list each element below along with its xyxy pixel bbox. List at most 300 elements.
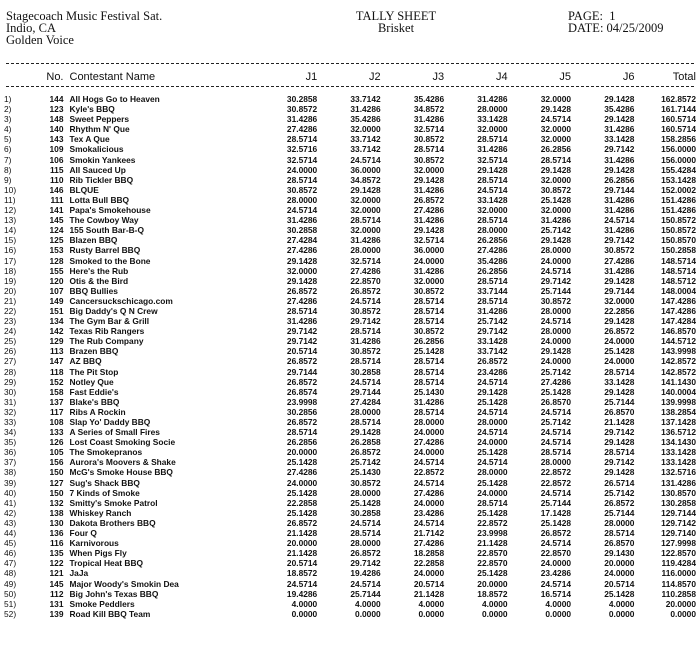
j4-score-cell: 29.1428 <box>477 164 508 175</box>
j5-score-cell: 28.0000 <box>540 245 572 256</box>
contestant-name-cell: The Cowboy Way <box>69 215 139 226</box>
j3-score-cell: 24.0000 <box>413 497 445 508</box>
total-score-cell: 160.5714 <box>661 124 696 135</box>
entry-number-cell: 149 <box>49 295 64 306</box>
j6-score-cell: 25.7142 <box>604 487 635 498</box>
rank-cell: 15) <box>4 235 17 246</box>
j3-score-cell: 32.0000 <box>413 164 445 175</box>
rank-cell: 4) <box>4 124 12 135</box>
j2-score-cell: 22.8570 <box>350 275 381 286</box>
j2-score-cell: 29.7142 <box>350 558 381 569</box>
j6-score-cell: 31.4286 <box>604 194 635 205</box>
j4-score-cell: 28.0000 <box>477 467 508 478</box>
j4-score-cell: 33.1428 <box>477 194 508 205</box>
rank-cell: 51) <box>4 598 17 609</box>
col-header-j5: J5 <box>559 71 572 83</box>
table-row <box>4 437 696 447</box>
j6-score-cell: 29.7142 <box>604 427 635 438</box>
j4-score-cell: 28.5714 <box>477 174 508 185</box>
total-score-cell: 150.8572 <box>661 225 696 236</box>
j6-score-cell: 26.8570 <box>604 538 635 549</box>
table-row <box>4 397 696 407</box>
total-score-cell: 122.8570 <box>661 548 696 559</box>
table-row <box>4 155 696 165</box>
j1-score-cell: 26.8572 <box>286 356 318 367</box>
contestant-name-cell: Papa's Smokehouse <box>69 205 151 216</box>
j6-score-cell: 20.5714 <box>604 578 635 589</box>
contestant-name-cell: Blake's BBQ <box>69 396 120 407</box>
j2-score-cell: 26.2858 <box>350 437 381 448</box>
j1-score-cell: 29.1428 <box>286 275 318 286</box>
rank-cell: 13) <box>4 215 17 226</box>
j3-score-cell: 28.0000 <box>413 417 445 427</box>
table-row <box>4 175 696 185</box>
j1-score-cell: 25.1428 <box>286 487 318 498</box>
total-score-cell: 114.8570 <box>661 578 696 589</box>
j3-score-cell: 31.4286 <box>413 265 445 276</box>
j5-score-cell: 27.4286 <box>540 376 572 387</box>
j6-score-cell: 29.7142 <box>604 457 635 468</box>
entry-number-cell: 121 <box>49 568 64 579</box>
contestant-name-cell: When Pigs Fly <box>69 548 127 559</box>
entry-number-cell: 105 <box>49 447 64 458</box>
j2-score-cell: 25.1428 <box>350 497 381 508</box>
j6-score-cell: 0.0000 <box>608 608 635 619</box>
entry-number-cell: 124 <box>49 225 64 236</box>
contestant-name-cell: Rib Tickler BBQ <box>69 174 134 185</box>
j3-score-cell: 32.5714 <box>413 124 445 135</box>
total-score-cell: 110.2858 <box>661 588 696 599</box>
table-row <box>4 558 696 568</box>
j2-score-cell: 26.8572 <box>350 447 381 458</box>
total-score-cell: 156.0000 <box>661 144 696 155</box>
rank-cell: 29) <box>4 376 17 387</box>
j6-score-cell: 24.0000 <box>604 356 635 367</box>
j5-score-cell: 28.0000 <box>540 305 572 316</box>
rank-cell: 35) <box>4 437 17 448</box>
table-row <box>4 407 696 417</box>
j1-score-cell: 30.2856 <box>286 406 318 417</box>
j5-score-cell: 23.4286 <box>540 568 572 579</box>
contestant-name-cell: Smokin Yankees <box>69 154 136 165</box>
rank-cell: 52) <box>4 608 17 619</box>
j5-score-cell: 28.5714 <box>540 447 572 458</box>
j3-score-cell: 18.2858 <box>413 548 445 559</box>
j2-score-cell: 25.7144 <box>350 588 381 599</box>
j4-score-cell: 25.1428 <box>477 477 508 488</box>
j2-score-cell: 25.1430 <box>350 467 381 478</box>
table-row <box>4 528 696 538</box>
j1-score-cell: 28.5714 <box>286 305 318 316</box>
contestant-name-cell: 7 Kinds of Smoke <box>69 487 140 498</box>
contestant-name-cell: Rhythm N' Que <box>69 124 130 135</box>
contestant-name-cell: Ribs A Rockin <box>69 406 126 417</box>
contestant-name-cell: JaJa <box>69 568 89 579</box>
j3-score-cell: 0.0000 <box>418 608 445 619</box>
col-header-j4: J4 <box>495 71 508 83</box>
j4-score-cell: 27.4286 <box>477 245 508 256</box>
contestant-name-cell: BBQ Bullies <box>69 285 118 296</box>
j4-score-cell: 28.5714 <box>477 497 508 508</box>
total-score-cell: 151.4286 <box>661 194 696 205</box>
j4-score-cell: 28.5714 <box>477 275 508 286</box>
j5-score-cell: 26.8570 <box>540 396 572 407</box>
j1-score-cell: 30.2858 <box>286 225 318 236</box>
total-score-cell: 148.5714 <box>661 255 696 266</box>
j1-score-cell: 26.8572 <box>286 376 318 387</box>
rank-header <box>4 68 35 86</box>
j5-score-cell: 4.0000 <box>545 598 572 609</box>
j5-score-cell: 28.0000 <box>540 457 572 468</box>
j5-score-cell: 29.1428 <box>540 104 572 115</box>
j3-score-cell: 21.1428 <box>413 588 445 599</box>
j6-score-cell: 24.5714 <box>604 215 635 226</box>
rank-cell: 44) <box>4 528 17 539</box>
rank-cell: 7) <box>4 154 12 165</box>
rank-cell: 24) <box>4 326 17 337</box>
col-header-j1: J1 <box>305 71 318 83</box>
table-row <box>4 356 696 366</box>
j2-score-cell: 28.5714 <box>350 326 381 337</box>
table-row <box>4 94 696 104</box>
contestant-name-cell: Smoke Peddlers <box>69 598 135 609</box>
j6-score-cell: 29.7144 <box>604 285 635 296</box>
j6-score-cell: 4.0000 <box>608 598 635 609</box>
j2-score-cell: 29.7144 <box>350 386 381 397</box>
j1-score-cell: 31.4286 <box>286 215 318 226</box>
j2-score-cell: 33.7142 <box>350 144 381 155</box>
j5-score-cell: 24.5714 <box>540 578 572 589</box>
table-row <box>4 548 696 558</box>
rank-cell: 45) <box>4 538 17 549</box>
j3-score-cell: 27.4286 <box>413 205 445 216</box>
total-score-cell: 129.7140 <box>661 528 696 539</box>
table-row <box>4 589 696 599</box>
table-row <box>4 478 696 488</box>
j5-score-cell: 24.0000 <box>540 255 572 266</box>
j5-score-cell: 22.8572 <box>540 477 572 488</box>
contestant-name-cell: Tropical Heat BBQ <box>69 558 144 569</box>
table-row <box>4 185 696 195</box>
rank-cell: 21) <box>4 295 17 306</box>
entry-number-cell: 125 <box>49 235 64 246</box>
spacer-cell <box>4 86 696 94</box>
j2-score-cell: 30.8572 <box>350 346 381 357</box>
j5-score-cell: 29.1428 <box>540 346 572 357</box>
table-row <box>4 195 696 205</box>
total-score-cell: 160.5714 <box>661 114 696 125</box>
col-header-j2: J2 <box>369 71 381 83</box>
entry-number-cell: 117 <box>49 406 64 417</box>
rank-cell: 47) <box>4 558 17 569</box>
contestant-name-cell: McG's Smoke House BBQ <box>69 467 173 478</box>
j5-score-cell: 17.1428 <box>540 507 572 518</box>
total-score-cell: 142.8572 <box>661 366 696 377</box>
j6-score-cell: 28.5714 <box>604 528 635 539</box>
rank-cell: 49) <box>4 578 17 589</box>
j6-score-cell: 30.8572 <box>604 245 635 256</box>
j1-score-cell: 22.2858 <box>286 497 318 508</box>
rank-cell: 42) <box>4 507 17 518</box>
j2-score-cell: 33.7142 <box>350 134 381 145</box>
j4-score-cell: 31.4286 <box>477 144 508 155</box>
entry-number-cell: 127 <box>49 477 64 488</box>
entry-number-cell: 152 <box>49 376 64 387</box>
j5-score-cell: 32.0000 <box>540 94 572 104</box>
j2-score-cell: 31.4286 <box>350 104 381 115</box>
contestant-name-cell: The Rub Company <box>69 336 144 347</box>
j3-score-cell: 22.8572 <box>413 467 445 478</box>
j6-score-cell: 29.1428 <box>604 164 635 175</box>
entry-number-cell: 111 <box>50 194 64 205</box>
table-row <box>4 144 696 154</box>
j2-score-cell: 30.2858 <box>350 366 381 377</box>
entry-number-cell: 140 <box>49 124 64 135</box>
entry-number-cell: 150 <box>49 467 64 478</box>
entry-number-cell: 123 <box>49 104 64 115</box>
entry-number-cell: 120 <box>49 275 64 286</box>
j4-score-cell: 0.0000 <box>481 608 508 619</box>
col-header-total: Total <box>672 71 696 83</box>
j1-score-cell: 26.8572 <box>286 517 318 528</box>
rank-cell: 27) <box>4 356 17 367</box>
contestant-name-cell: Texas Rib Rangers <box>69 326 145 337</box>
table-row <box>4 326 696 336</box>
rank-cell: 36) <box>4 447 17 458</box>
entry-number-cell: 131 <box>49 598 64 609</box>
j6-score-cell: 29.7142 <box>604 235 635 246</box>
entry-number-cell: 137 <box>49 396 64 407</box>
total-score-cell: 136.5712 <box>661 427 696 438</box>
table-row <box>4 286 696 296</box>
j1-score-cell: 29.7142 <box>286 336 318 347</box>
j3-score-cell: 28.5714 <box>413 356 445 367</box>
j2-score-cell: 24.5714 <box>350 376 381 387</box>
contestant-name-cell: Kyle's BBQ <box>69 104 115 115</box>
j5-score-cell: 30.8572 <box>540 295 572 306</box>
contestant-name-cell: BLQUE <box>69 184 99 195</box>
j4-score-cell: 25.1428 <box>477 568 508 579</box>
entry-number-cell: 153 <box>49 245 64 256</box>
j4-score-cell: 28.0000 <box>477 225 508 236</box>
j5-score-cell: 25.7142 <box>540 366 572 377</box>
j6-score-cell: 24.0000 <box>604 336 635 347</box>
j1-score-cell: 31.4286 <box>286 316 318 327</box>
page-info <box>568 10 663 34</box>
j4-score-cell: 24.5714 <box>477 457 508 468</box>
contestant-name-cell: All Sauced Up <box>69 164 126 175</box>
rank-cell: 5) <box>4 134 12 145</box>
j2-score-cell: 30.2858 <box>350 507 381 518</box>
j6-score-cell: 26.8572 <box>604 497 635 508</box>
rank-cell: 37) <box>4 457 17 468</box>
table-row <box>4 518 696 528</box>
j5-score-cell: 24.5714 <box>540 437 572 448</box>
j2-score-cell: 36.0000 <box>350 164 381 175</box>
header-spacer <box>4 86 696 94</box>
contestant-name-cell: Notley Que <box>69 376 114 387</box>
j2-score-cell: 27.4286 <box>350 265 381 276</box>
col-header-name: Contestant Name <box>69 71 156 83</box>
entry-number-cell: 138 <box>49 507 64 518</box>
contestant-name-cell: Cancersuckschicago.com <box>69 295 173 306</box>
j2-score-cell: 27.4284 <box>350 396 381 407</box>
contestant-name-cell: Tex A Que <box>69 134 110 145</box>
total-score-cell: 130.8570 <box>661 487 696 498</box>
j2-score-cell: 29.7142 <box>350 316 381 327</box>
contestant-name-cell: Sug's Shack BBQ <box>69 477 140 488</box>
j4-score-cell: 33.7142 <box>477 346 508 357</box>
entry-number-cell: 156 <box>49 457 64 468</box>
contestant-name-cell: All Hogs Go to Heaven <box>69 94 160 104</box>
j3-score-cell: 31.4286 <box>413 184 445 195</box>
entry-number-cell: 116 <box>49 538 64 549</box>
contestant-name-cell: Otis & the Bird <box>69 275 129 286</box>
contestant-name-cell: Road Kill BBQ Team <box>69 608 151 619</box>
j5-score-cell: 24.5714 <box>540 487 572 498</box>
rank-cell: 16) <box>4 245 17 256</box>
table-row <box>4 538 696 548</box>
j3-score-cell: 24.0000 <box>413 447 445 458</box>
entry-number-cell: 145 <box>49 578 64 589</box>
j4-score-cell: 28.5714 <box>477 295 508 306</box>
j2-score-cell: 30.8572 <box>350 477 381 488</box>
total-score-cell: 152.0002 <box>661 184 696 195</box>
table-row <box>4 256 696 266</box>
table-row <box>4 296 696 306</box>
contestant-name-cell: Dakota Brothers BBQ <box>69 517 156 528</box>
contestant-name-cell: Aurora's Moovers & Shake <box>69 457 176 468</box>
rank-cell: 20) <box>4 285 17 296</box>
j2-score-cell: 28.5714 <box>350 528 381 539</box>
table-row <box>4 205 696 215</box>
rank-cell: 17) <box>4 255 17 266</box>
contestant-name-cell: Whiskey Ranch <box>69 507 132 518</box>
total-score-cell: 150.2858 <box>661 245 696 256</box>
entry-number-cell: 141 <box>49 205 64 216</box>
j2-score-cell: 33.7142 <box>350 94 381 104</box>
j5-score-cell: 22.8570 <box>540 548 572 559</box>
rank-cell: 9) <box>4 174 12 185</box>
j3-score-cell: 24.5714 <box>413 477 445 488</box>
j3-score-cell: 28.5714 <box>413 305 445 316</box>
j1-score-cell: 25.1428 <box>286 507 318 518</box>
j3-score-cell: 36.0000 <box>413 245 445 256</box>
rank-cell: 28) <box>4 366 17 377</box>
j6-score-cell: 33.1428 <box>604 376 635 387</box>
table-row <box>4 316 696 326</box>
j1-score-cell: 29.7144 <box>286 366 318 377</box>
sheet-title-block <box>351 10 441 34</box>
tally-table <box>4 68 696 619</box>
entry-number-cell: 147 <box>49 356 64 367</box>
entry-number-cell: 112 <box>49 588 64 599</box>
j5-score-cell: 29.1428 <box>540 164 572 175</box>
j1-score-cell: 0.0000 <box>291 608 318 619</box>
total-score-cell: 146.8570 <box>661 326 696 337</box>
j3-score-cell: 27.4286 <box>413 437 445 448</box>
entry-number-cell: 158 <box>49 386 64 397</box>
entry-number-cell: 155 <box>49 265 64 276</box>
total-score-cell: 0.0000 <box>670 608 696 619</box>
j1-score-cell: 25.1428 <box>286 457 318 468</box>
j1-score-cell: 20.0000 <box>286 447 318 458</box>
j2-score-cell: 24.5714 <box>350 517 381 528</box>
j2-score-cell: 28.0000 <box>350 538 381 549</box>
j3-score-cell: 26.8572 <box>413 194 445 205</box>
rank-cell: 43) <box>4 517 17 528</box>
entry-number-cell: 151 <box>49 305 64 316</box>
contestant-name-cell: Lost Coast Smoking Socie <box>69 437 176 448</box>
table-row <box>4 377 696 387</box>
j3-score-cell: 28.5714 <box>413 316 445 327</box>
total-score-cell: 141.1430 <box>661 376 696 387</box>
j5-score-cell: 30.8572 <box>540 184 572 195</box>
j6-score-cell: 21.1428 <box>604 417 635 427</box>
table-row <box>4 568 696 578</box>
j3-score-cell: 24.5714 <box>413 457 445 468</box>
j6-score-cell: 28.5714 <box>604 366 635 377</box>
j1-score-cell: 29.1428 <box>286 255 318 266</box>
j2-score-cell: 24.5714 <box>350 578 381 589</box>
rank-cell: 39) <box>4 477 17 488</box>
entry-number-cell: 126 <box>49 437 64 448</box>
j6-score-cell: 29.1428 <box>604 114 635 125</box>
j4-score-cell: 25.1428 <box>477 507 508 518</box>
j4-score-cell: 24.5714 <box>477 376 508 387</box>
contestant-name-cell: Karnivorous <box>69 538 119 549</box>
j1-score-cell: 32.0000 <box>286 265 318 276</box>
entry-number-cell: 110 <box>49 174 64 185</box>
rank-cell: 8) <box>4 164 12 175</box>
j4-score-cell: 29.7142 <box>477 326 508 337</box>
j1-score-cell: 27.4286 <box>286 124 318 135</box>
rank-cell: 41) <box>4 497 17 508</box>
j6-score-cell: 27.4286 <box>604 255 635 266</box>
entry-number-cell: 142 <box>49 326 64 337</box>
rank-cell: 12) <box>4 205 17 216</box>
j6-score-cell: 28.0000 <box>604 517 635 528</box>
contestant-name-cell: Blazen BBQ <box>69 235 118 246</box>
j4-score-cell: 24.0000 <box>477 487 508 498</box>
j3-score-cell: 28.5714 <box>413 144 445 155</box>
contestant-name-cell: Brazen BBQ <box>69 346 119 357</box>
total-score-cell: 119.4284 <box>661 558 696 569</box>
total-score-cell: 148.5714 <box>661 265 696 276</box>
j1-score-cell: 24.0000 <box>286 164 318 175</box>
rank-cell: 10) <box>4 184 17 195</box>
j5-score-cell: 24.0000 <box>540 336 572 347</box>
j1-score-cell: 30.8572 <box>286 184 318 195</box>
j1-score-cell: 20.0000 <box>286 538 318 549</box>
contestant-name-cell: Smitty's Smoke Patrol <box>69 497 158 508</box>
entry-number-cell: 113 <box>49 346 64 357</box>
j5-score-cell: 32.0000 <box>540 174 572 185</box>
entry-number-cell: 118 <box>49 366 64 377</box>
table-row <box>4 427 696 437</box>
total-score-cell: 116.0000 <box>661 568 696 579</box>
contestant-name-cell: Slap Yo' Daddy BBQ <box>69 417 151 427</box>
j3-score-cell: 27.4286 <box>413 487 445 498</box>
j4-score-cell: 25.1428 <box>477 396 508 407</box>
page-number: PAGE: 1 <box>568 9 616 23</box>
j2-score-cell: 28.5714 <box>350 215 381 226</box>
j1-score-cell: 32.5714 <box>286 154 318 165</box>
entry-number-cell: 132 <box>49 497 64 508</box>
total-score-cell: 143.9998 <box>661 346 696 357</box>
j1-score-cell: 27.4286 <box>286 467 318 478</box>
rank-cell: 18) <box>4 265 17 276</box>
